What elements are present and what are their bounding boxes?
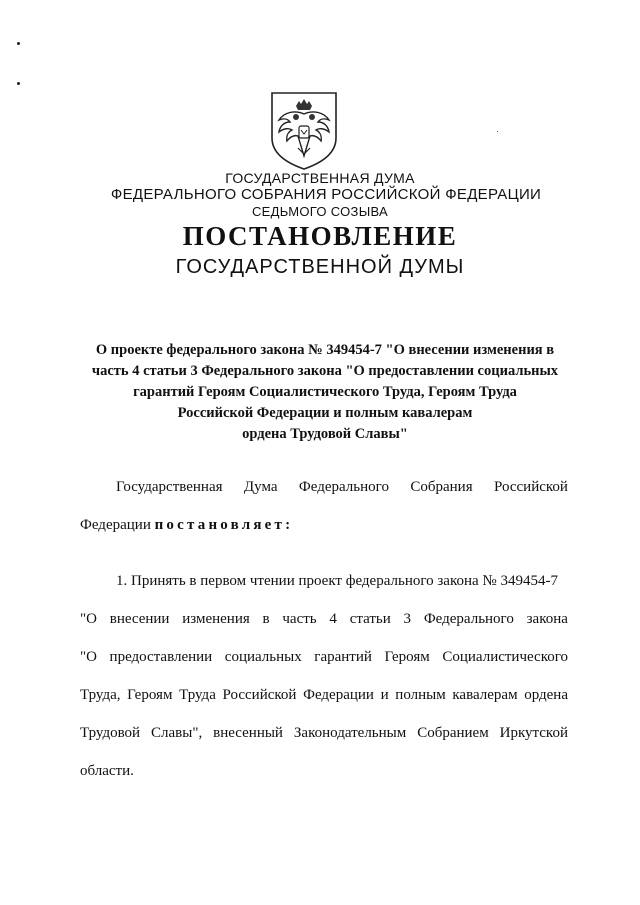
word: Российской <box>494 479 568 495</box>
word: кавалерам <box>452 687 518 703</box>
word: Дума <box>243 479 278 495</box>
word: Героям <box>384 649 430 665</box>
word: часть <box>282 611 317 627</box>
header-line-duma: ГОСУДАРСТВЕННАЯ ДУМА <box>225 170 415 186</box>
word: Труда, <box>80 687 121 703</box>
preamble-subject-word: Федерации <box>80 517 151 533</box>
word: Труда <box>179 687 216 703</box>
word: "О <box>80 649 97 665</box>
scan-speck <box>17 82 20 85</box>
scan-speck <box>17 42 20 45</box>
word: Славы", <box>151 725 203 741</box>
word: Социалистического <box>442 649 568 665</box>
subject-line: часть 4 статьи 3 Федерального закона "О предоставлении социальных <box>91 363 559 379</box>
subject-line: Российской Федерации и полным кавалерам <box>177 405 473 421</box>
subject-line: ордена Трудовой Славы" <box>242 426 408 442</box>
word: изменения <box>182 611 250 627</box>
subject-line: гарантий Героям Социалистического Труда, Героям Труда <box>133 384 517 400</box>
word: Законодательным <box>293 725 407 741</box>
item-1-line: 1. Принять в первом чтении проект федерального закона № 349454-7 <box>116 573 558 589</box>
word: ордена <box>524 687 568 703</box>
item-1-paragraph <box>80 562 568 790</box>
item-1-line <box>80 676 568 714</box>
scan-speck <box>497 131 498 132</box>
item-1-line <box>80 638 568 676</box>
word: и <box>380 687 389 703</box>
word: социальных <box>224 649 302 665</box>
word: Собрания <box>410 479 473 495</box>
document-title: ПОСТАНОВЛЕНИЕ <box>182 221 458 251</box>
resolves-word: постановляет: <box>154 517 294 533</box>
header-line-assembly: ФЕДЕРАЛЬНОГО СОБРАНИЯ РОССИЙСКОЙ ФЕДЕРАЦИИ <box>110 186 542 203</box>
word: Российской <box>222 687 297 703</box>
word: Трудовой <box>80 725 141 741</box>
word: статьи <box>349 611 391 627</box>
subject-line: О проекте федерального закона № 349454-7 "О внесении изменения в <box>95 342 555 358</box>
word: гарантий <box>314 649 372 665</box>
word: полным <box>395 687 446 703</box>
word: 3 <box>403 611 412 627</box>
word: внесенный <box>213 725 283 741</box>
word: "О <box>80 611 97 627</box>
word: закона <box>526 611 568 627</box>
word: внесении <box>109 611 170 627</box>
word: Федерации <box>303 687 374 703</box>
preamble-line <box>80 468 568 506</box>
word: в <box>262 611 270 627</box>
preamble-paragraph <box>80 468 568 544</box>
item-1-line <box>80 600 568 638</box>
word: 4 <box>329 611 337 627</box>
item-1-line <box>80 714 568 752</box>
word: Иркутской <box>499 725 568 741</box>
item-1-line: области. <box>80 763 134 779</box>
coat-of-arms-emblem <box>268 90 340 172</box>
word: Государственная <box>116 479 223 495</box>
header-line-convocation: СЕДЬМОГО СОЗЫВА <box>251 204 389 219</box>
word: Собранием <box>417 725 489 741</box>
word: предоставлении <box>109 649 213 665</box>
word: Федерального <box>298 479 389 495</box>
word: Героям <box>127 687 173 703</box>
word: Федерального <box>423 611 514 627</box>
resolution-subject <box>80 340 570 445</box>
preamble-line <box>80 506 568 544</box>
document-subtitle: ГОСУДАРСТВЕННОЙ ДУМЫ <box>175 256 465 278</box>
